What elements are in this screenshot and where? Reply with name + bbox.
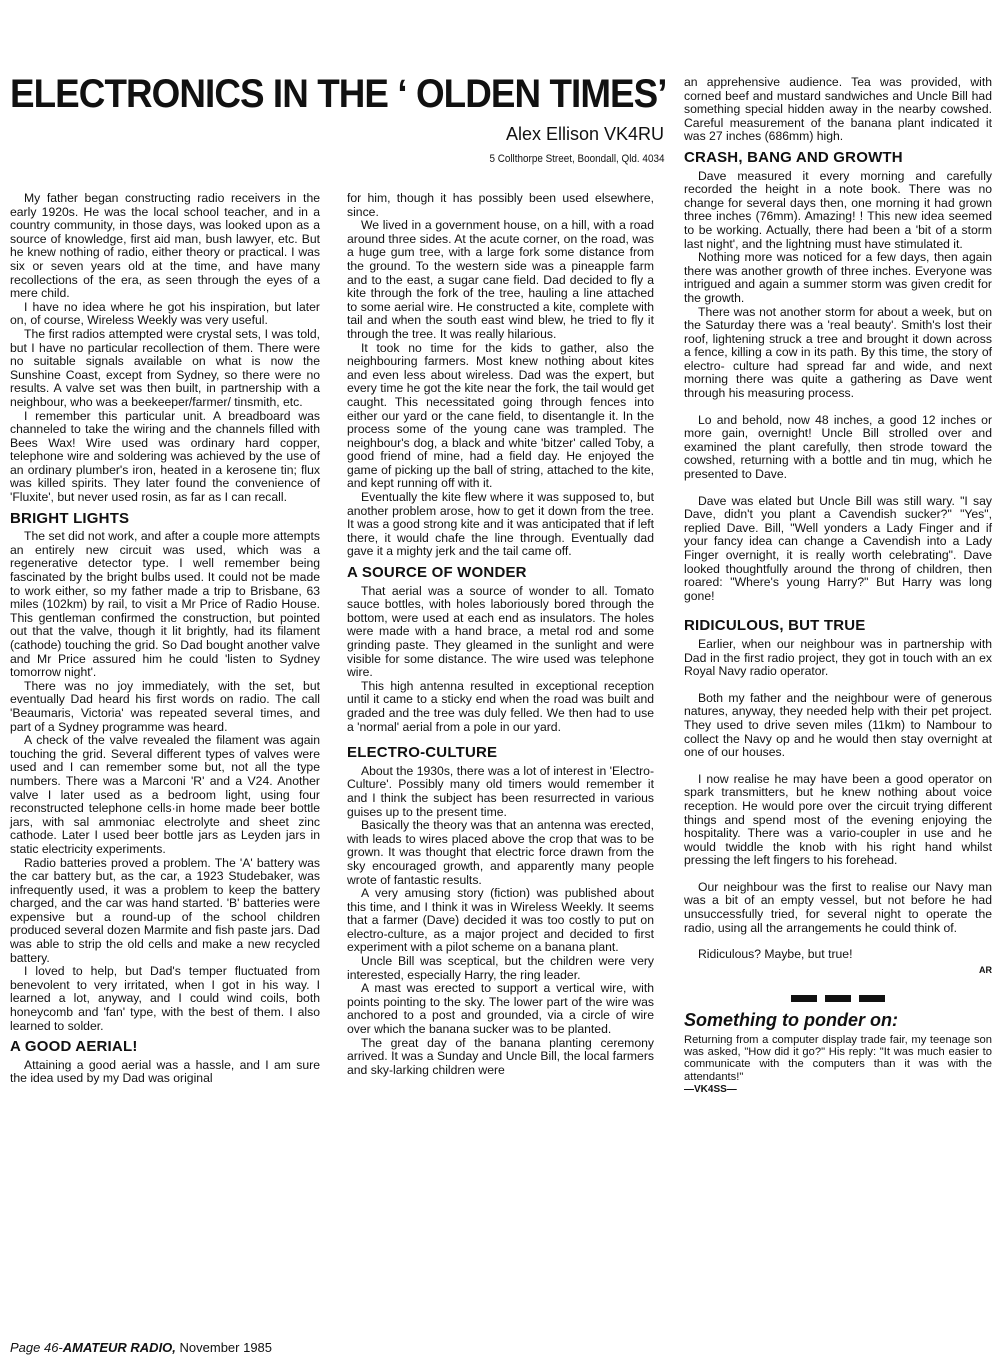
divider-dash — [859, 995, 885, 1002]
paragraph: Uncle Bill was sceptical, but the children were very interested, especially Harry, the ring leader. — [347, 954, 654, 982]
paragraph: Dave was elated but Uncle Bill was still wary. "I say Dave, didn't you plant a Cavendish sucker?" "Yes", replied Dave. Bill, "Well yonders a Lady Finger and if your fancy idea can change a Cavendish into a Lady Finger overnight, it is really worth celebrating". Dave looked thoughtfully around the throng of children, then roared: "Where's young Harry?" But Harry was long gone! — [684, 493, 992, 603]
article-author: Alex Ellison VK4RU — [505, 124, 664, 144]
divider-dash — [825, 995, 851, 1002]
ponder-text: Returning from a computer display trade fair, my teenage son was asked, "How did it go?" His reply: "It was much easier to communicate with the computers than it was with the attendants!" — [684, 1034, 992, 1083]
paragraph: It took no time for the kids to gather, also the neighbouring farmers. Most knew nothing about kites and even less about wireless. Dad was the expert, but every time he got the kite near the fork, the tail would get caught. This necessitated going through fences into either our yard or the cane field, to disentangle it. In the process some of the young cane was trampled. The neighbour's dog, a black and white 'bitzer' called Toby, a good friend of mine, had a field day. He enjoyed the game of picking up the ball of string, attached to the kite, and kept running off with it. — [347, 340, 654, 491]
paragraph: for him, though it has possibly been used elsewhere, since. — [347, 191, 654, 219]
paragraph: We lived in a government house, on a hill, with a road around three sides. At the acute corner, on the road, was a huge gum tree, with a large fork some distance from the ground. To the western side was a pineapple farm and to the east, a sugar cane field. Dad decided to fly a kite through the fork of the tree, hauling a line attached to some aerial wire. He constructed a kite, complete with tail and when the south east wind blew, he tried to fly it through the tree. It was really hilarious. — [347, 218, 654, 341]
footer-page-number: Page 46- — [10, 1340, 63, 1355]
paragraph: The great day of the banana planting ceremony arrived. It was a Sunday and Uncle Bill, the local farmers and sky-larking children were — [347, 1035, 654, 1077]
paragraph: Nothing more was noticed for a few days, then again there was another growth of three inches. Everyone was intrigued and again a summer storm was given credit for the growth. — [684, 250, 992, 305]
paragraph: Our neighbour was the first to realise our Navy man was a bit of an empty vessel, but not before he had unsuccessfully tried, for several night to operate the radio, using all the arrangements he could think of. — [684, 879, 992, 935]
column-3 — [684, 76, 992, 1096]
footer-date: November 1985 — [175, 1340, 273, 1355]
paragraph: A very amusing story (fiction) was published about this time, and I think it was in Wireless Weekly. It seems that a farmer (Dave) decided it was too costly to put on electro-culture, as a major project and decided to first experiment with a pilot scheme on a banana plant. — [347, 886, 654, 955]
paragraph: Both my father and the neighbour were of generous natures, anyway, they needed help with their pet project. They used to drive seven miles (11km) to Nambour to collect the Navy op and he would then stay overnight at one of our houses. — [684, 690, 992, 760]
paragraph: Ridiculous? Maybe, but true! — [698, 947, 853, 962]
author-address: 5 Collthorpe Street, Boondall, Qld. 4034 — [488, 153, 664, 165]
column-2 — [347, 192, 654, 1077]
article-title: ELECTRONICS IN THE ‘ OLDEN TIMES’ — [10, 72, 667, 116]
paragraph: Lo and behold, now 48 inches, a good 12 inches or more gain, overnight! Uncle Bill strolled over and examined the plant carefully, then strode toward the cowshed, returning with a bottle and tin mug, which he presented to Dave. — [684, 412, 992, 482]
paragraph: I loved to help, but Dad's temper fluctuated from benevolent to very irritated, when I got in his way. I learned a lot, anyway, and I could wind coils, both honeycomb and 'fan' type, with the best of them. I also learned to solder. — [10, 964, 320, 1033]
ponder-signoff: —VK4SS— — [684, 1083, 737, 1095]
divider-dash — [791, 995, 817, 1002]
paragraph: A mast was erected to support a vertical wire, with points pointing to the sky. The lower part of the wire was anchored to a post and grounded, via a circle of wire over which the banana sucker was to be planted. — [347, 981, 654, 1037]
paragraph: Radio batteries proved a problem. The 'A' battery was the car battery but, as the car, a 1923 Studebaker, was infrequently used, it was a problem to keep the battery charged, and the car was hand started. 'B' batteries were expensive but a round-up of the school children produced several dozen Marmite and fish paste jars. Dad was able to strip the old cells and make a new recycled battery. — [10, 855, 320, 965]
section-heading-source-of-wonder: A SOURCE OF WONDER — [347, 564, 527, 582]
paragraph: Basically the theory was that an antenna was erected, with leads to wires placed above the crop that was to be grown. It was thought that electric force drawn from the sky encouraged growth, and apparently many people wrote of fantastic results. — [347, 818, 654, 887]
section-heading-ridiculous-but-true: RIDICULOUS, BUT TRUE — [684, 617, 866, 635]
paragraph: That aerial was a source of wonder to all. Tomato sauce bottles, with holes laboriously bored through the bottom, were used at each end as insulators. The holes were made with a hand brace, a metal rod and some grinding paste. They gleamed in the sunlight and were visible for some distance. The wire used was telephone wire. — [347, 583, 654, 680]
footer-magazine: AMATEUR RADIO, — [62, 1340, 176, 1355]
paragraph: There was no joy immediately, with the set, but eventually Dad heard his first words on radio. The call 'Beaumaris, Victoria' was repeated several times, and part of a Sydney programme was heard. — [10, 678, 320, 734]
section-heading-bright-lights: BRIGHT LIGHTS — [10, 509, 130, 527]
paragraph: Attaining a good aerial was a hassle, and I am sure the idea used by my Dad was original — [10, 1057, 320, 1086]
paragraph: The set did not work, and after a couple more attempts an entirely new circuit was used, which was a regenerative detector type. I well remember being fascinated by the bright bulbs used. It could not be made to work either, so my father made a trip to Brisbane, 63 miles (102km) by rail, to visit a Mr Price of Radio House. This gentleman confirmed the construction, but pointed out that the valve, though it lit brightly, had its filament (cathode) touching the grid. So Dad bought another valve and Mr Price assured him he could 'listen to Sydney tomorrow night'. — [10, 529, 320, 680]
ponder-heading: Something to ponder on: — [684, 1010, 898, 1031]
paragraph: Dave measured it every morning and carefully recorded the height in a note book. There was no change for several days then, one morning it had grown three inches (76mm). Amazing! ! This new idea seemed to be working. Actually, there had been a 'bit of a storm last night', and the lightning must have stimulated it. — [684, 168, 992, 251]
paragraph: I now realise he may have been a good operator on spark transmitters, but he knew nothing about voice reception. He would pore over the circuit trying different things and spend most of the evening enjoying the hospitality. There was a vario-coupler in use and he would twiddle the knob with his right hand whilst pressing the left fingers to his forehead. — [684, 771, 992, 868]
section-heading-crash-bang-growth: CRASH, BANG AND GROWTH — [684, 148, 903, 166]
section-heading-good-aerial: A GOOD AERIAL! — [10, 1038, 138, 1056]
paragraph: There was not another storm for about a week, but on the Saturday there was a 'real beauty'. Smith's lost their roof, lightening struck a tree and brought it down across a fence, killing a cow in its path. By this time, the story of electro- culture had spread far and wide, and next morning there was quite a gathering as Dave went through his measuring process. — [684, 304, 992, 401]
paragraph: My father began constructing radio receivers in the early 1920s. He was the local school teacher, and in a country community, in those days, was looked upon as a source of knowledge, first aid man, bush lawyer, etc. But he knew nothing of radio, either theory or practical. I was six or seven years old at the time, and have many recollections of the era, as seen through the eyes of a mere child. — [10, 191, 320, 301]
paragraph: I have no idea where he got his inspiration, but later on, of course, Wireless Weekly was very useful. — [10, 299, 320, 328]
paragraph: Eventually the kite flew where it was supposed to, but another problem arose, how to get it down from the tree. It was a good strong kite and it was anticipated that if left there, it would chafe the line through. Eventually dad gave it a mighty jerk and the tail came off. — [347, 490, 654, 559]
paragraph: I remember this particular unit. A breadboard was channeled to take the wiring and the channels filled with Bees Wax! Wire used was ordinary hard copper, telephone wire and soldering was achieved by the use of an ordinary plumber's iron, heated in a kerosene tin; flux was killed spirits. They later found the convenience of 'Fluxite', but never used rosin, as far as I can recall. — [10, 408, 320, 505]
section-heading-electro-culture: ELECTRO-CULTURE — [347, 744, 498, 762]
section-divider — [684, 995, 992, 1002]
article-signoff: AR — [979, 964, 992, 975]
paragraph: A check of the valve revealed the filament was again touching the grid. Several different types of valves were used and I can remember some but, not all the type numbers. There was a Marconi 'R' and a V24. Another valve I later used as a bedroom light, using four reconstructed telephone cells·in home made beer bottle jars, with sal ammoniac electrolyte and sheet zinc cathode. Later I used beer bottle jars as Leyden jars in static electricity experiments. — [10, 733, 320, 856]
column-1 — [10, 192, 320, 1086]
paragraph: The first radios attempted were crystal sets, I was told, but I have no particular recollection of them. There were no suitable signals available on what is now the Sunshine Coast, except from Sydney, so there were no results. A valve set was then built, in partnership with a neighbour, who was a beekeeper/farmer/ tinsmith, etc. — [10, 326, 320, 409]
paragraph: This high antenna resulted in exceptional reception until it came to a sticky end when the road was built and graded and the tree was duly felled. We then had to use a 'normal' aerial from a pole in our yard. — [347, 678, 654, 734]
paragraph: an apprehensive audience. Tea was provided, with corned beef and mustard sandwiches and Uncle Bill had something special hidden away in the nearby cowshed. Careful measurement of the banana plant indicated it was 27 inches (686mm) high. — [684, 75, 992, 144]
paragraph: About the 1930s, there was a lot of interest in 'Electro-Culture'. Possibly many old timers would remember it and I think the subject has been resurrected in various guises up to the present time. — [347, 763, 654, 819]
paragraph: Earlier, when our neighbour was in partnership with Dad in the first radio project, they got in touch with an ex Royal Navy radio operator. — [684, 636, 992, 679]
page-footer — [10, 1340, 272, 1355]
